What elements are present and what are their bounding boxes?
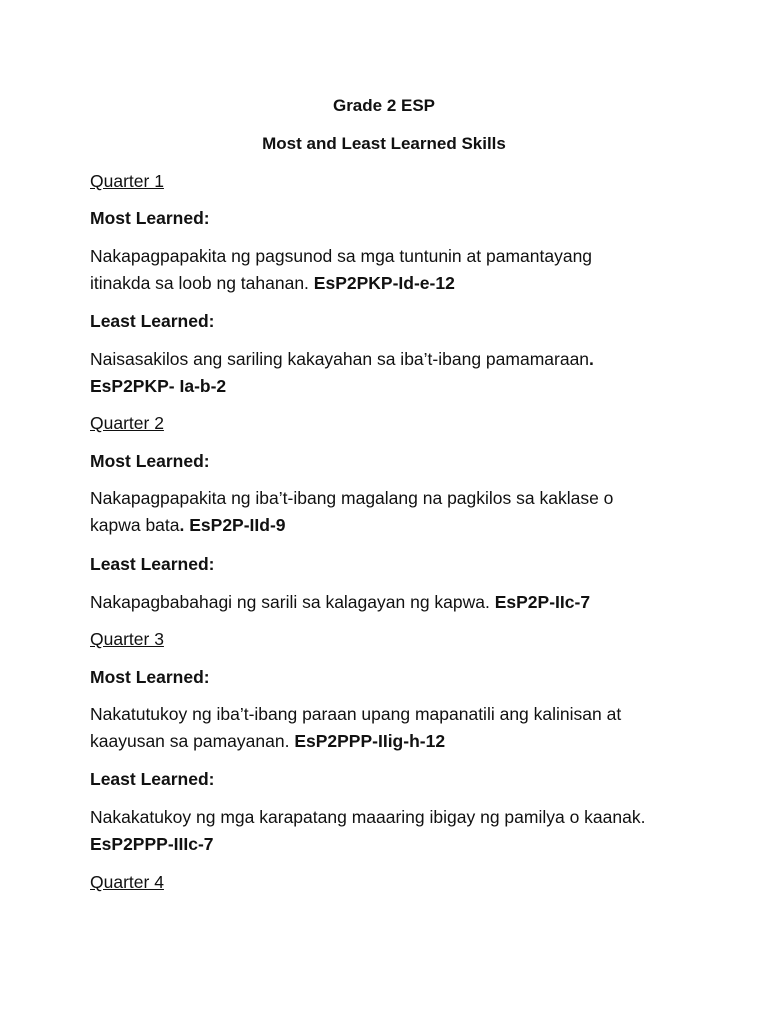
quarter-2-least-label: Least Learned: xyxy=(90,554,215,574)
quarter-1-least-label: Least Learned: xyxy=(90,311,215,331)
quarter-3-most-text-line1: Nakatutukoy ng iba’t-ibang paraan upang mapanatili ang kalinisan at xyxy=(90,704,622,724)
quarter-3-least-code: EsP2PPP-IIIc-7 xyxy=(90,834,214,854)
quarter-3-most-label: Most Learned: xyxy=(90,667,210,687)
quarter-2-most-skill xyxy=(90,485,690,539)
quarter-1-most-label: Most Learned: xyxy=(90,208,210,228)
quarter-2-least-skill xyxy=(90,589,690,616)
quarter-3-heading: Quarter 3 xyxy=(90,629,164,649)
quarter-3-most-code: EsP2PPP-IIig-h-12 xyxy=(294,731,446,751)
quarter-2-most-label: Most Learned: xyxy=(90,451,210,471)
quarter-1-most-text-line2: itinakda sa loob ng tahanan. xyxy=(90,273,314,293)
quarter-3-most-text-line2: kaayusan sa pamayanan. xyxy=(90,731,295,751)
quarter-1-least-skill xyxy=(90,346,690,400)
quarter-1-most-text-line1: Nakapagpapakita ng pagsunod sa mga tuntunin at pamantayang xyxy=(90,246,593,266)
quarter-1-least-code: EsP2PKP- Ia-b-2 xyxy=(90,376,227,396)
quarter-3-most-skill xyxy=(90,701,690,755)
quarter-1-most-skill xyxy=(90,243,690,297)
quarter-1-most-code: EsP2PKP-Id-e-12 xyxy=(313,273,455,293)
quarter-4-heading: Quarter 4 xyxy=(90,872,164,892)
quarter-1-least-period: . xyxy=(589,349,594,369)
quarter-3-least-label: Least Learned: xyxy=(90,769,215,789)
document-subtitle: Most and Least Learned Skills xyxy=(262,134,506,153)
quarter-2-least-code: EsP2P-IIc-7 xyxy=(494,592,591,612)
quarter-1-heading: Quarter 1 xyxy=(90,171,164,191)
quarter-2-heading: Quarter 2 xyxy=(90,413,164,433)
quarter-3-least-skill xyxy=(90,804,690,858)
quarter-2-least-text: Nakapagbabahagi ng sarili sa kalagayan ng kapwa. xyxy=(90,592,495,612)
quarter-2-most-text-line2: kapwa bata xyxy=(90,515,180,535)
quarter-2-most-text-line1: Nakapagpapakita ng iba’t-ibang magalang na pagkilos sa kaklase o xyxy=(90,488,614,508)
quarter-3-least-text: Nakakatukoy ng mga karapatang maaaring ibigay ng pamilya o kaanak. xyxy=(90,807,646,827)
quarter-1-least-text: Naisasakilos ang sariling kakayahan sa iba’t-ibang pamamaraan xyxy=(90,349,590,369)
quarter-2-most-code: . EsP2P-IId-9 xyxy=(179,515,286,535)
document-title: Grade 2 ESP xyxy=(332,96,436,115)
